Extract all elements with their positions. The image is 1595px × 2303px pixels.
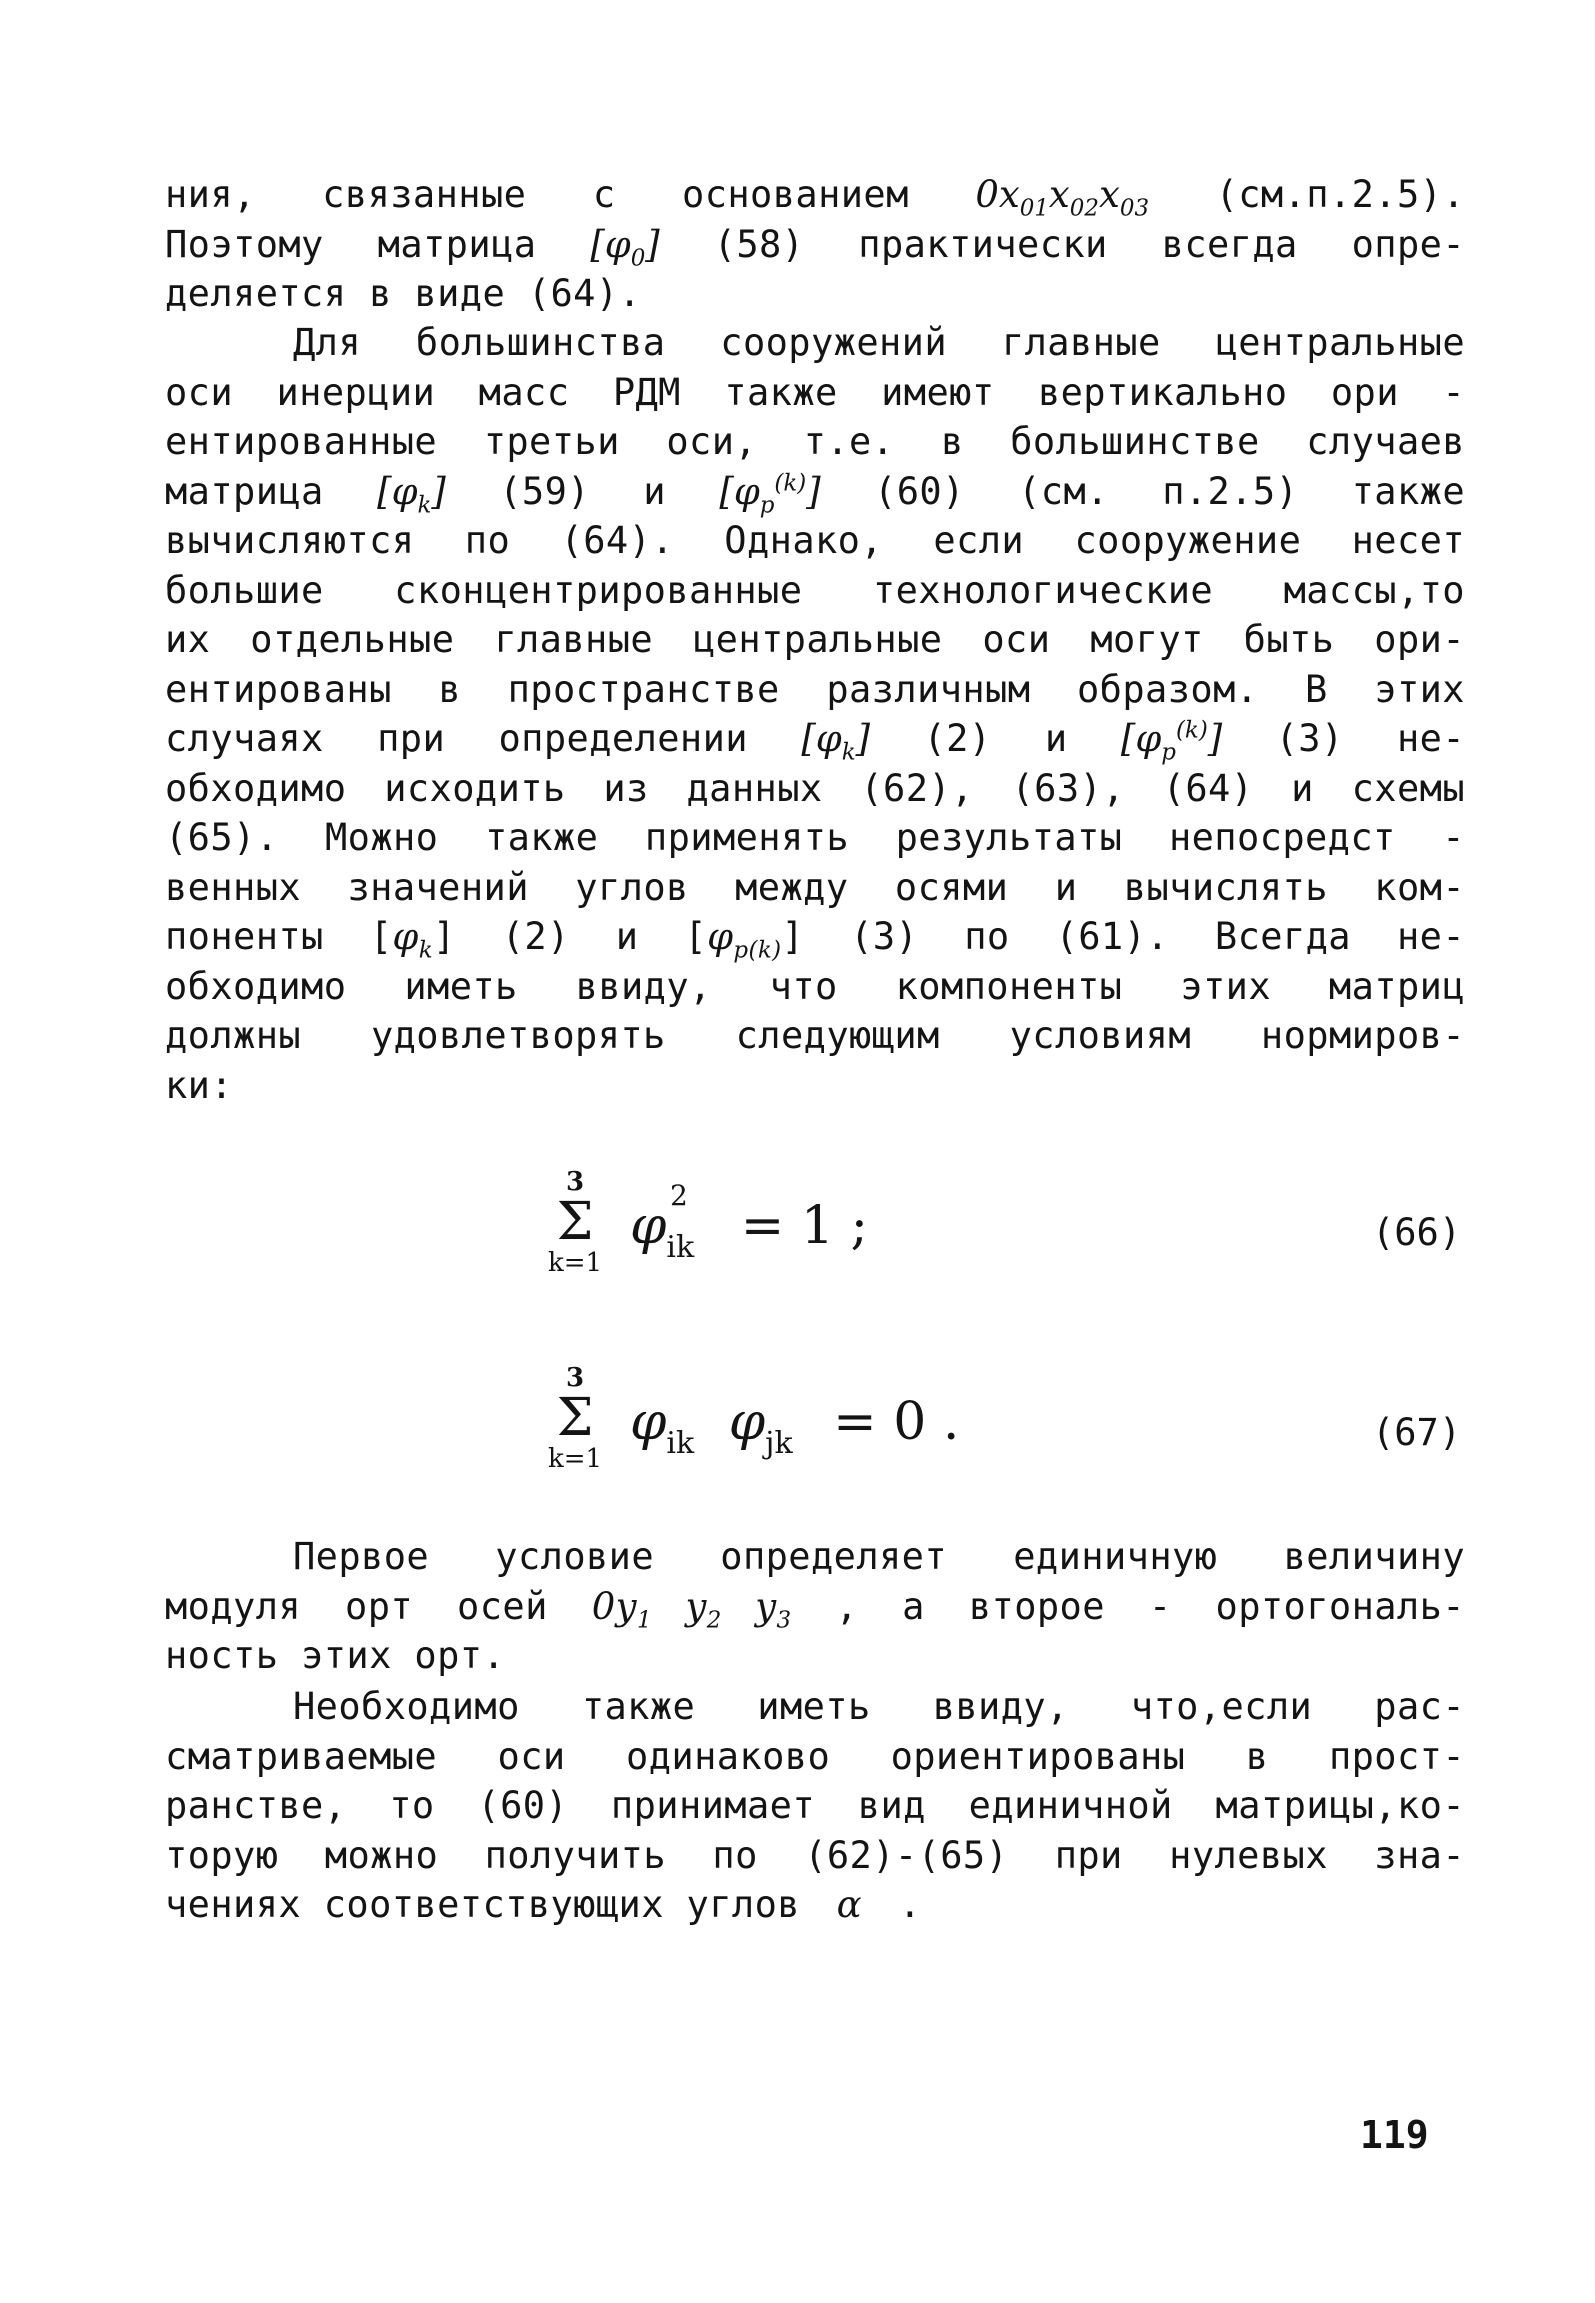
paragraph-4-line-4: торую можно получить по (62)-(65) при нулевых зна- <box>165 1833 1465 1877</box>
paragraph-2-line-9: случаях при определении $[\varphi_k]$ (2) и $[\varphi_p^{(k)}]$ (3) не- <box>165 717 1466 766</box>
summation-sign: 3 Σ k=1 <box>547 1363 603 1474</box>
matrix-symbol-phi-k: $[\varphi_k]$ <box>801 717 871 766</box>
paragraph-2-line-2: оси инерции масс РДМ также имеют вертикально ори - <box>165 370 1465 414</box>
symbol-phi-p-k: $\varphi_{p(k)}$ <box>707 915 782 964</box>
symbol-phi-k: $\varphi_k$ <box>392 915 434 964</box>
paragraph-4 <box>165 1682 1465 1930</box>
formula-66-body: φ 2 $_{ik}$ = 1 ; <box>630 1179 868 1265</box>
page-number: 119 <box>1360 2113 1429 2157</box>
paragraph-2-line-7: их отдельные главные центральные оси могут быть ори- <box>165 618 1465 661</box>
paragraph-2-line-4: матрица $[\varphi_k]$ (59) и $[\varphi_p^{(k)}]$ (60) (см. п.2.5) также <box>165 469 1466 518</box>
formula-67 <box>540 1363 1462 1504</box>
paragraph-2-line-16: ки: <box>165 1063 234 1107</box>
paragraph-4-line-5: чениях соответствующих углов α . <box>165 1883 922 1926</box>
formula-66-term: φ 2 $_{ik}$ <box>630 1179 695 1265</box>
paragraph-4-line-3: ранстве, то (60) принимает вид единичной матрицы,ко- <box>165 1784 1465 1827</box>
paragraph-1-line-3: деляется в виде (64). <box>165 272 642 315</box>
paragraph-4-line-1: Необходимо также иметь ввиду, что,если рас- <box>293 1685 1465 1728</box>
axes-symbol: $0y_1$ $y_2$ $y_3$ <box>591 1584 792 1633</box>
formula-67-term-1: $\varphi_{ik}$ <box>630 1392 695 1461</box>
paragraph-3-line-1: Первое условие определяет единичную величину <box>293 1535 1465 1578</box>
paragraph-1-line-1: ния, связанные с основанием $0x_{01}x_{02}x_{03}$ (см.п.2.5). <box>165 173 1466 222</box>
matrix-symbol-phi-0: $[\varphi_0]$ <box>590 222 660 271</box>
matrix-symbol-phi-p-k: $[\varphi_p^{(k)}]$ <box>1120 717 1223 766</box>
paragraph-2 <box>165 318 1465 1110</box>
matrix-symbol-phi-k: $[\varphi_k]$ <box>377 469 446 518</box>
paragraph-2-line-15: должны удовлетворять следующим условиям нормиров- <box>165 1014 1465 1057</box>
paragraph-2-line-6: большие сконцентрированные технологические массы,то <box>165 568 1465 612</box>
paragraph-2-line-11: (65). Можно также применять результаты непосредст - <box>165 816 1465 859</box>
equation-number-66: (66) <box>1372 1211 1462 1254</box>
paragraph-3-line-2: модуля орт осей $0y_1$ $y_2$ $y_3$ , а второе - ортогональ- <box>165 1584 1465 1633</box>
paragraph-2-line-13: поненты $[\varphi_k]$ (2) и $[\varphi_{p(k)}]$ (3) по (61). Всегда не- <box>165 915 1465 964</box>
paragraph-2-line-1: Для большинства сооружений главные центральные <box>293 321 1465 364</box>
paragraph-2-line-12: венных значений углов между осями и вычислять ком- <box>165 865 1465 909</box>
matrix-symbol-phi-p-k: $[\varphi_p^{(k)}]$ <box>719 469 821 518</box>
paragraph-2-line-5: вычисляются по (64). Однако, если сооружение несет <box>165 519 1465 562</box>
paragraph-2-line-3: ентированные третьи оси, т.е. в большинстве случаев <box>165 420 1465 463</box>
formula-67-body: $\varphi_{ik}$ $\varphi_{jk} = 0$ . <box>630 1392 960 1461</box>
paragraph-2-line-8: ентированы в пространстве различным образом. В этих <box>165 667 1465 711</box>
paragraph-2-line-14: обходимо иметь ввиду, что компоненты этих матриц <box>165 964 1465 1008</box>
paragraph-1-line-2: Поэтому матрица $[\varphi_0]$ (58) практически всегда опре- <box>165 222 1465 271</box>
formula-66 <box>540 1167 1462 1308</box>
alpha-symbol: α <box>836 1883 863 1926</box>
basis-symbol: $0x_{01}x_{02}x_{03}$ <box>975 173 1150 222</box>
paragraph-3-line-3: ность этих орт. <box>165 1634 506 1677</box>
paragraph-4-line-2: сматриваемые оси одинаково ориентированы в прост- <box>165 1734 1465 1778</box>
paragraph-1 <box>165 170 1465 319</box>
paragraph-2-line-10: обходимо исходить из данных (62), (63), (64) и схемы <box>165 766 1465 810</box>
paragraph-3 <box>165 1532 1465 1681</box>
summation-sign: 3 Σ k=1 <box>547 1167 603 1278</box>
equation-number-67: (67) <box>1372 1411 1462 1454</box>
formula-67-term-2: $\varphi_{jk}$ <box>728 1392 793 1461</box>
